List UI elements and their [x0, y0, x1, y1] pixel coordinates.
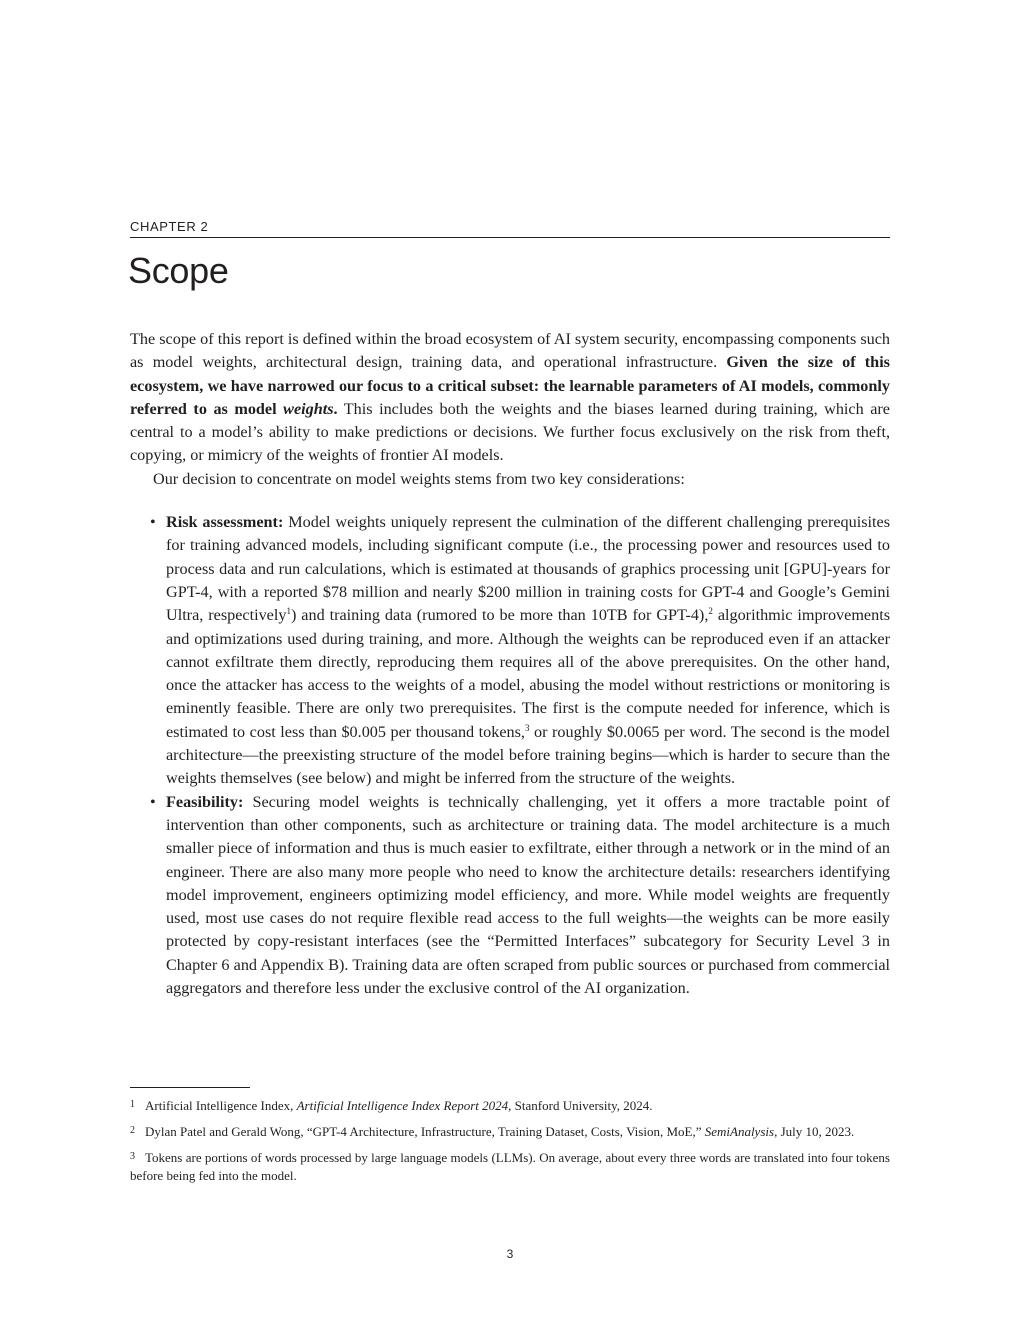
footnote-text: Artificial Intelligence Index, [145, 1098, 297, 1113]
intro-paragraph [130, 328, 890, 468]
intro-bold-italic-term: weights [283, 399, 334, 418]
footnote-number: 1 [130, 1099, 135, 1110]
footnote-2 [130, 1122, 890, 1141]
footnote-1 [130, 1096, 890, 1115]
footnote-text: Dylan Patel and Gerald Wong, “GPT-4 Architecture, Infrastructure, Training Dataset, Costs, Vision, MoE,” [145, 1124, 705, 1139]
footnote-3 [130, 1148, 890, 1185]
intro-bold-text: Given the size of this ecosystem, we have narrowed our focus to a critical subset: the learnable parameters of AI models, commonly referred to as model [130, 353, 890, 418]
body-text [130, 328, 890, 1000]
intro-text-end: This includes both the weights and the biases learned during training, which are central to a model’s ability to make predictions or decisions. We further focus exclusively on the risk from theft, copying, or mimicry of the weights of frontier AI models. [130, 399, 890, 465]
footnote-text-end: , Stanford University, 2024. [508, 1098, 653, 1113]
feasibility-text: Securing model weights is technically challenging, yet it offers a more tractable point of intervention than other components, such as architecture or training data. The model architecture is a much smaller piece of information and thus is much easier to exfiltrate, either through a network or in the mind of an engineer. There are also many more people who need to know the architecture details: researchers identifying model improvement, engineers optimizing model efficiency, and more. While model weights are frequently used, most use cases do not require flexible read access to the full weights—the weights can be more easily protected by copy-resistant interfaces (see the “Permitted Interfaces” subcategory for Security Level 3 in Chapter 6 and Appendix B). Training data are often scraped from public sources or purchased from commercial aggregators and therefore less under the exclusive control of the AI organization. [166, 792, 890, 998]
footnote-title: SemiAnalysis [704, 1124, 775, 1139]
risk-assessment-term: Risk assessment: [166, 513, 284, 532]
footnote-ref-2[interactable]: 2 [708, 606, 713, 617]
footnote-ref-1[interactable]: 1 [286, 606, 291, 617]
risk-text-4: or roughly $0.0065 per word. The second is the model architecture—the preexisting structure of the model before training begins—which is harder to secure than the weights themselves (see below) and might be inferred from the structure of the weights. [166, 722, 891, 788]
chapter-divider [130, 237, 890, 238]
list-item-risk-assessment [166, 511, 890, 791]
list-item-feasibility [166, 791, 890, 1001]
footnote-divider [130, 1087, 250, 1088]
footnote-title: Artificial Intelligence Index Report 2024 [296, 1098, 509, 1113]
footnote-text-end: , July 10, 2023. [774, 1124, 855, 1139]
feasibility-term: Feasibility: [166, 792, 244, 811]
considerations-list [130, 511, 890, 1000]
intro-text-start: The scope of this report is defined within the broad ecosystem of AI system security, encompassing components such as model weights, architectural design, training data, and operational infrastructure. [130, 330, 890, 372]
footnote-ref-3[interactable]: 3 [524, 722, 530, 733]
intro-bold-end: . [333, 399, 338, 418]
considerations-paragraph: Our decision to concentrate on model weights stems from two key considerations: [153, 469, 685, 488]
risk-text-3: algorithmic improvements and optimizations used during training, and more. Although the weights can be reproduced even if an attacker cannot exfiltrate them directly, reproducing them requires all of the above prerequisites. On the other hand, once the attacker has access to the weights of a model, abusing the model without restrictions or monitoring is eminently feasible. There are only two prerequisites. The first is the compute needed for inference, which is estimated to cost less than $0.005 per thousand tokens, [166, 606, 890, 741]
chapter-label: CHAPTER 2 [130, 219, 209, 234]
footnote-number: 3 [130, 1151, 135, 1162]
risk-text-1: Model weights uniquely represent the culmination of the different challenging prerequisites for training advanced models, including significant compute (i.e., the processing power and resources used to process data and run calculations, which is estimated at thousands of graphics processing unit [GPU]-years for GPT-4, with a reported $78 million and nearly $200 million in training costs for GPT-4 and Google’s Gemini Ultra, respectively [166, 513, 891, 625]
footnote-number: 2 [130, 1125, 135, 1136]
risk-text-2: ) and training data (rumored to be more than 10TB for GPT-4), [290, 606, 709, 625]
chapter-title: Scope [128, 250, 229, 291]
footnote-text: Tokens are portions of words processed by large language models (LLMs). On average, about every three words are translated into four tokens before being fed into the model. [130, 1150, 890, 1183]
footnotes [130, 1096, 890, 1192]
page-number: 3 [506, 1247, 514, 1261]
